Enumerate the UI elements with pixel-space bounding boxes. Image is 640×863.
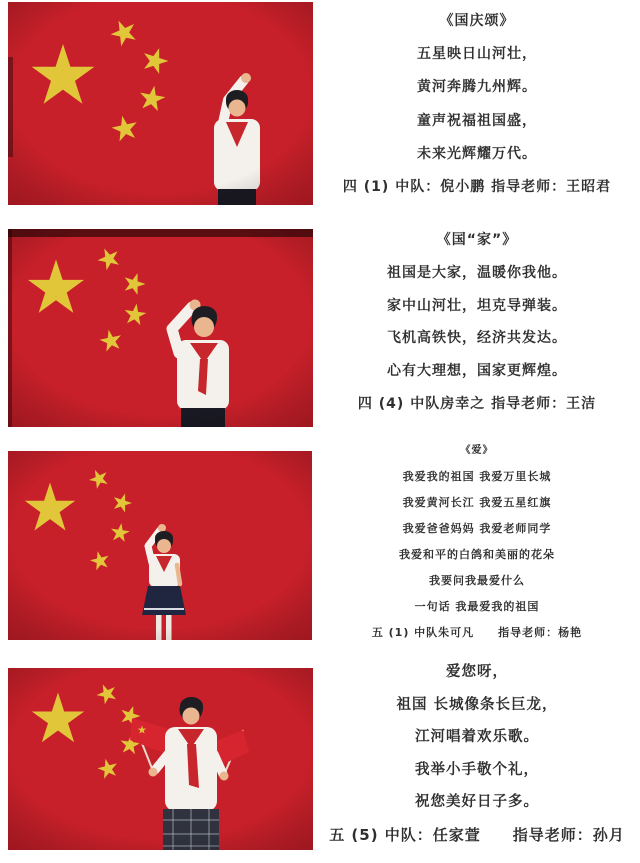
poem-line: 未来光辉耀万代。 — [417, 145, 537, 162]
poem-block-4 — [318, 656, 636, 852]
poem-line: 我爱我的祖国 我爱万里长城 — [402, 470, 552, 483]
poem-line: 飞机高铁快，经济共发达。 — [387, 330, 567, 347]
photo-boy-saluting-2 — [8, 229, 313, 427]
poem-line: 我爱爸爸妈妈 我爱老师同学 — [402, 522, 552, 535]
poem-block-3 — [318, 438, 636, 646]
poem-line: 祖国是大家，温暖你我他。 — [387, 264, 567, 281]
poem-line: 五星映日山河壮， — [417, 46, 537, 63]
attribution-line: 五 (5) 中队：任家萱 指导老师：孙月 — [329, 825, 625, 844]
entry-row-2 — [0, 219, 640, 441]
china-flag-photo-4 — [8, 668, 313, 850]
photo-boy-saluting-1 — [8, 2, 313, 205]
poem-line: 黄河奔腾九州辉。 — [417, 79, 537, 96]
attribution-line: 四 (4) 中队房幸之 指导老师：王洁 — [357, 395, 597, 412]
poem-line: 祖国 长城像条长巨龙， — [396, 696, 558, 713]
poem-line: 家中山河壮，坦克导弹装。 — [387, 297, 567, 314]
china-flag-photo-3 — [8, 451, 312, 640]
entry-row-3 — [0, 441, 640, 655]
poem-line: 童声祝福祖国盛， — [417, 112, 537, 129]
poem-line: 我爱和平的白鸽和美丽的花朵 — [399, 548, 555, 561]
poem-line: 我爱黄河长江 我爱五星红旗 — [402, 496, 552, 509]
poem-line: 心有大理想，国家更辉煌。 — [387, 363, 567, 380]
poem-title: 《国庆颂》 — [439, 13, 515, 29]
china-flag-photo-2 — [8, 229, 313, 427]
poem-line: 江河唱着欢乐歌。 — [415, 729, 539, 746]
attribution-line: 五 (1) 中队朱可凡 指导老师：杨艳 — [371, 626, 583, 639]
entry-row-4 — [0, 655, 640, 863]
poem-block-1 — [318, 5, 636, 204]
attribution-line: 四 (1) 中队：倪小鹏 指导老师：王昭君 — [342, 179, 612, 196]
photo-girl-holding-flags — [8, 668, 313, 850]
poem-line: 我举小手敬个礼， — [415, 761, 539, 778]
poem-block-2 — [318, 224, 636, 421]
poem-title: 《国“家”》 — [436, 232, 518, 248]
poem-line: 一句话 我最爱我的祖国 — [414, 600, 540, 613]
photo-girl-saluting — [8, 451, 312, 640]
poem-title: 爱您呀， — [446, 664, 508, 680]
entry-row-1 — [0, 0, 640, 219]
poem-line: 我要问我最爱什么 — [429, 574, 525, 587]
poem-line: 祝您美好日子多。 — [415, 794, 539, 811]
poem-title: 《爱》 — [460, 445, 494, 456]
china-flag-photo-1 — [8, 2, 313, 205]
